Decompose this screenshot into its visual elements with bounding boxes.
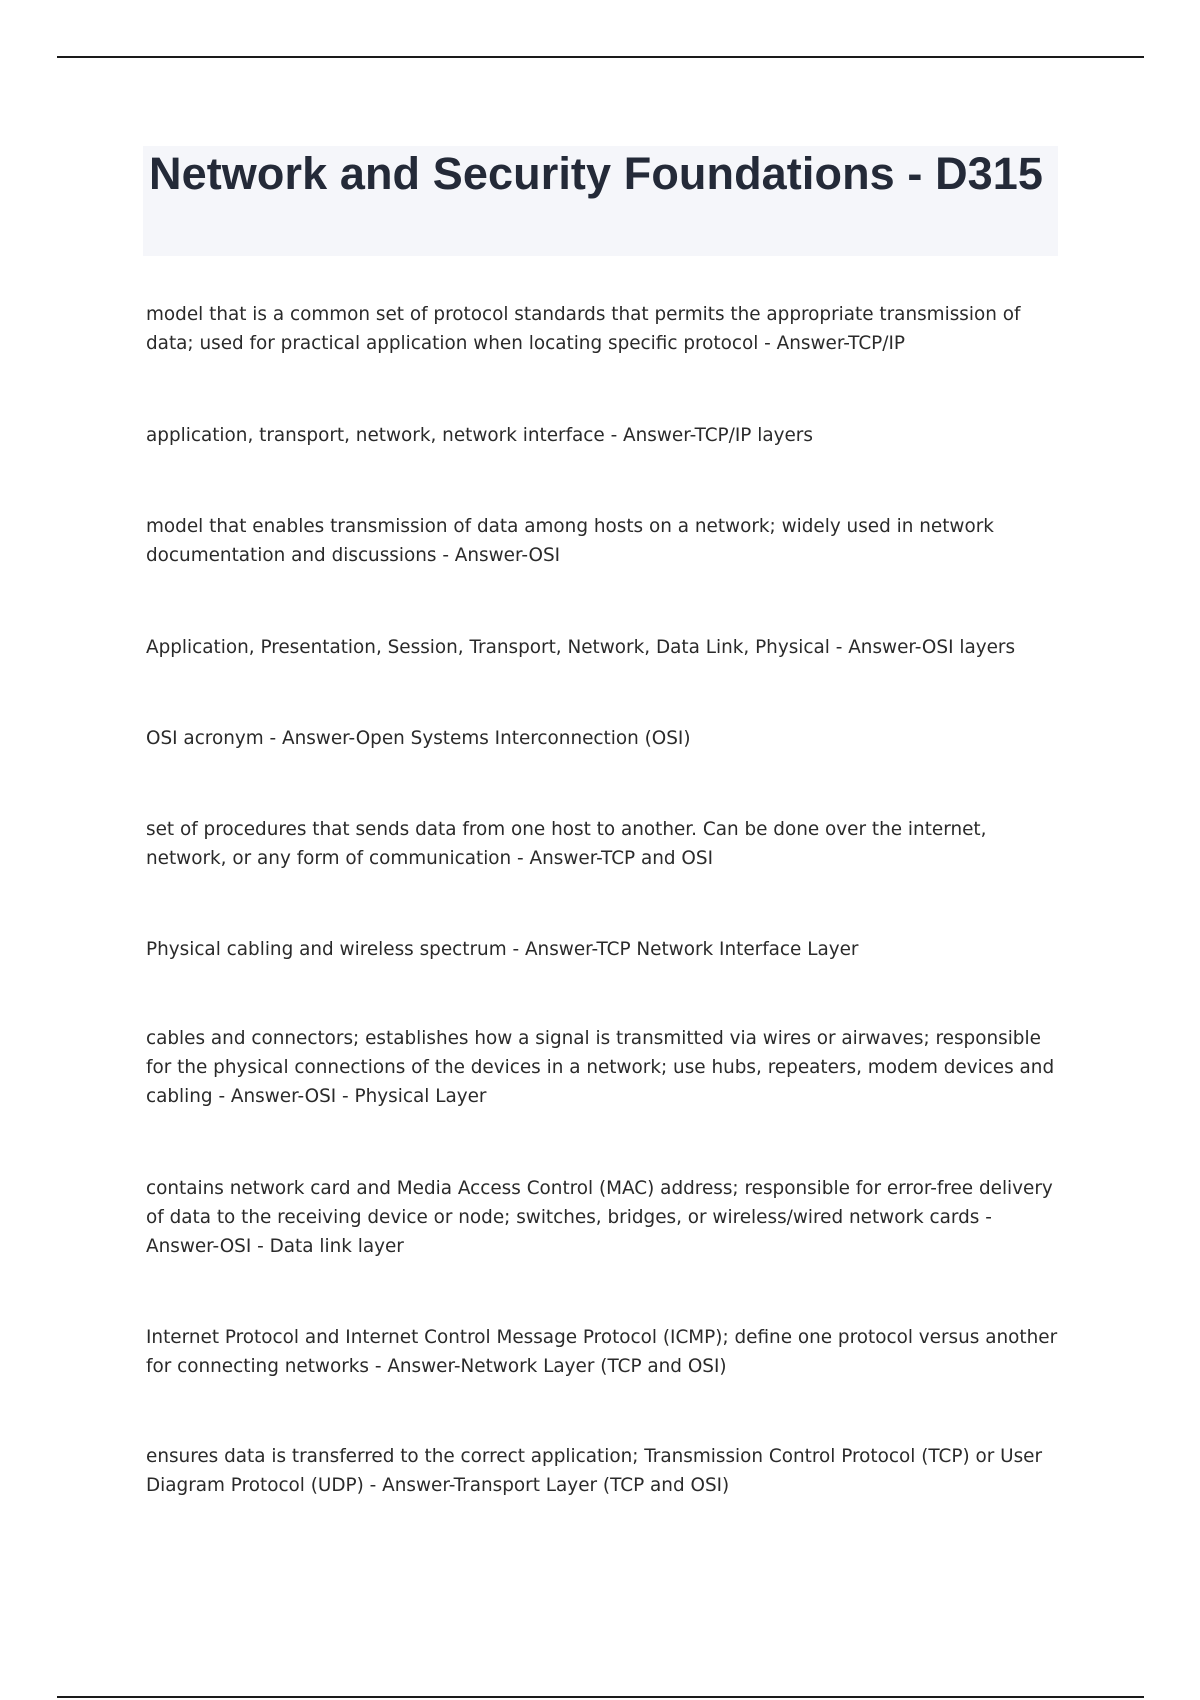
qa-item: set of procedures that sends data from one host to another. Can be done over the internet, network, or any form of communication - Answer-TCP and OSI (146, 819, 987, 869)
qa-item: contains network card and Media Access Control (MAC) address; responsible for error-free delivery of data to the receiving device or node; switches, bridges, or wireless/wired network cards - Answer-OSI - Data link layer (146, 1178, 1053, 1257)
qa-item: Physical cabling and wireless spectrum - Answer-TCP Network Interface Layer (146, 939, 859, 960)
qa-item: model that enables transmission of data among hosts on a network; widely used in network documentation and discussions - Answer-OSI (146, 516, 994, 566)
qa-item: model that is a common set of protocol standards that permits the appropriate transmission of data; used for practical application when locating specific protocol - Answer-TCP/IP (146, 304, 1021, 354)
qa-item: cables and connectors; establishes how a signal is transmitted via wires or airwaves; responsible for the physical connections of the devices in a network; use hubs, repeaters, modem devices and cabling - Answer-OSI - Physical Layer (146, 1028, 1055, 1107)
bottom-divider (57, 1696, 1144, 1698)
qa-item: application, transport, network, network interface - Answer-TCP/IP layers (146, 425, 813, 446)
qa-item: Application, Presentation, Session, Transport, Network, Data Link, Physical - Answer-OSI layers (146, 637, 1016, 658)
document-title: Network and Security Foundations - D315 (149, 148, 1044, 199)
qa-item: OSI acronym - Answer-Open Systems Interconnection (OSI) (146, 728, 691, 749)
qa-item: ensures data is transferred to the correct application; Transmission Control Protocol (TCP) or User Diagram Protocol (UDP) - Answer-Transport Layer (TCP and OSI) (146, 1446, 1043, 1496)
title-banner (143, 146, 1058, 256)
qa-item: Internet Protocol and Internet Control Message Protocol (ICMP); define one protocol versus another for connecting networks - Answer-Network Layer (TCP and OSI) (146, 1327, 1058, 1377)
top-divider (57, 56, 1144, 58)
